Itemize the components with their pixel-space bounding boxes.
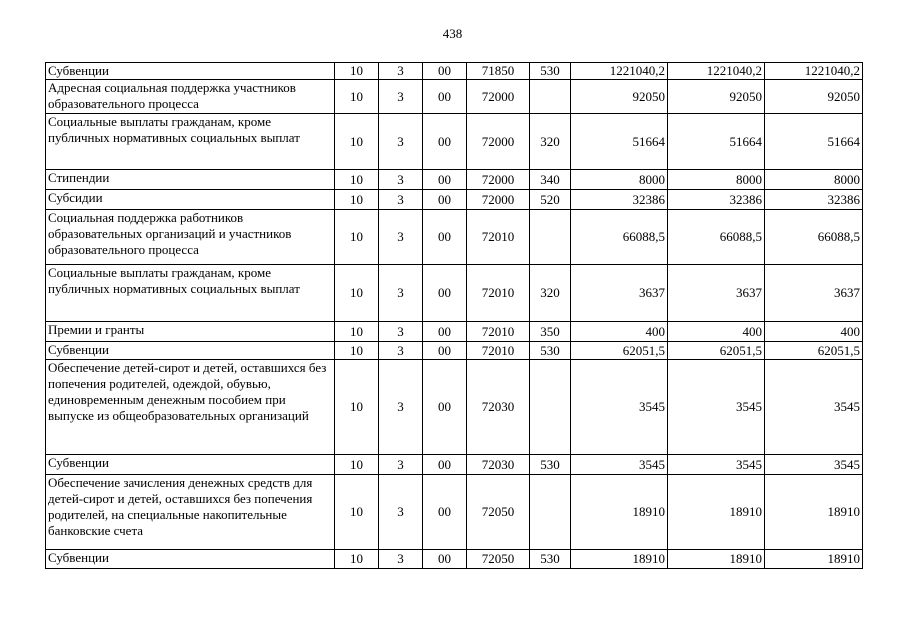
table-row: [46, 455, 863, 475]
table-row: [46, 114, 863, 170]
expense-type-code: 530: [530, 455, 571, 475]
section-code: 10: [335, 265, 379, 322]
program-code: 00: [423, 342, 467, 360]
amount-2: 1221040,2: [668, 63, 765, 80]
amount-2: 32386: [668, 190, 765, 210]
amount-1: 3545: [571, 455, 668, 475]
expense-type-code: 530: [530, 550, 571, 569]
row-name: Субвенции: [46, 550, 335, 569]
table-row: [46, 170, 863, 190]
amount-3: 8000: [765, 170, 863, 190]
article-code: 72050: [467, 550, 530, 569]
subsection-code: 3: [379, 80, 423, 114]
program-code: 00: [423, 190, 467, 210]
section-code: 10: [335, 210, 379, 265]
section-code: 10: [335, 80, 379, 114]
amount-2: 66088,5: [668, 210, 765, 265]
amount-3: 18910: [765, 475, 863, 550]
amount-3: 400: [765, 322, 863, 342]
expense-type-code: 320: [530, 265, 571, 322]
section-code: 10: [335, 360, 379, 455]
subsection-code: 3: [379, 360, 423, 455]
table-row: [46, 342, 863, 360]
expense-type-code: [530, 360, 571, 455]
amount-3: 3545: [765, 455, 863, 475]
section-code: 10: [335, 190, 379, 210]
amount-2: 18910: [668, 550, 765, 569]
section-code: 10: [335, 342, 379, 360]
program-code: 00: [423, 475, 467, 550]
budget-table: [45, 62, 863, 569]
amount-3: 3637: [765, 265, 863, 322]
subsection-code: 3: [379, 550, 423, 569]
subsection-code: 3: [379, 114, 423, 170]
article-code: 72000: [467, 114, 530, 170]
article-code: 72000: [467, 190, 530, 210]
amount-2: 3545: [668, 360, 765, 455]
amount-3: 92050: [765, 80, 863, 114]
amount-1: 18910: [571, 550, 668, 569]
subsection-code: 3: [379, 342, 423, 360]
expense-type-code: 340: [530, 170, 571, 190]
program-code: 00: [423, 80, 467, 114]
amount-1: 32386: [571, 190, 668, 210]
program-code: 00: [423, 550, 467, 569]
table-row: [46, 550, 863, 569]
amount-1: 92050: [571, 80, 668, 114]
row-name: Социальные выплаты гражданам, кроме публичных нормативных социальных выплат: [46, 114, 335, 170]
amount-3: 18910: [765, 550, 863, 569]
row-name: Социальные выплаты гражданам, кроме публичных нормативных социальных выплат: [46, 265, 335, 322]
section-code: 10: [335, 63, 379, 80]
amount-1: 62051,5: [571, 342, 668, 360]
amount-2: 3637: [668, 265, 765, 322]
table-row: [46, 360, 863, 455]
subsection-code: 3: [379, 63, 423, 80]
program-code: 00: [423, 322, 467, 342]
amount-3: 51664: [765, 114, 863, 170]
expense-type-code: 530: [530, 342, 571, 360]
article-code: 72030: [467, 455, 530, 475]
row-name: Субвенции: [46, 63, 335, 80]
expense-type-code: 520: [530, 190, 571, 210]
expense-type-code: [530, 475, 571, 550]
row-name: Субвенции: [46, 455, 335, 475]
amount-3: 32386: [765, 190, 863, 210]
amount-2: 62051,5: [668, 342, 765, 360]
article-code: 72010: [467, 342, 530, 360]
article-code: 72000: [467, 80, 530, 114]
row-name: Стипендии: [46, 170, 335, 190]
section-code: 10: [335, 170, 379, 190]
amount-1: 8000: [571, 170, 668, 190]
subsection-code: 3: [379, 455, 423, 475]
section-code: 10: [335, 455, 379, 475]
section-code: 10: [335, 475, 379, 550]
table-row: [46, 475, 863, 550]
amount-2: 18910: [668, 475, 765, 550]
program-code: 00: [423, 360, 467, 455]
table-row: [46, 190, 863, 210]
amount-3: 3545: [765, 360, 863, 455]
expense-type-code: 530: [530, 63, 571, 80]
article-code: 72030: [467, 360, 530, 455]
program-code: 00: [423, 170, 467, 190]
article-code: 72010: [467, 210, 530, 265]
subsection-code: 3: [379, 170, 423, 190]
expense-type-code: 350: [530, 322, 571, 342]
amount-2: 92050: [668, 80, 765, 114]
amount-1: 3637: [571, 265, 668, 322]
amount-1: 66088,5: [571, 210, 668, 265]
section-code: 10: [335, 114, 379, 170]
row-name: Субсидии: [46, 190, 335, 210]
amount-2: 3545: [668, 455, 765, 475]
page-number: 438: [442, 26, 463, 41]
amount-3: 62051,5: [765, 342, 863, 360]
table-row: [46, 80, 863, 114]
amount-2: 400: [668, 322, 765, 342]
program-code: 00: [423, 265, 467, 322]
program-code: 00: [423, 455, 467, 475]
section-code: 10: [335, 322, 379, 342]
amount-3: 66088,5: [765, 210, 863, 265]
table-row: [46, 322, 863, 342]
amount-2: 8000: [668, 170, 765, 190]
article-code: 72010: [467, 265, 530, 322]
article-code: 71850: [467, 63, 530, 80]
amount-1: 3545: [571, 360, 668, 455]
row-name: Обеспечение зачисления денежных средств для детей-сирот и детей, оставшихся без попечения родителей, на специальные накопительные банковские счета: [46, 475, 335, 550]
table-row: [46, 63, 863, 80]
table-row: [46, 210, 863, 265]
amount-2: 51664: [668, 114, 765, 170]
program-code: 00: [423, 114, 467, 170]
subsection-code: 3: [379, 322, 423, 342]
article-code: 72010: [467, 322, 530, 342]
expense-type-code: [530, 210, 571, 265]
amount-3: 1221040,2: [765, 63, 863, 80]
row-name: Обеспечение детей-сирот и детей, оставшихся без попечения родителей, одеждой, обувью, единовременным денежным пособием при выпуске из общеобразовательных организаций: [46, 360, 335, 455]
table-row: [46, 265, 863, 322]
amount-1: 400: [571, 322, 668, 342]
subsection-code: 3: [379, 190, 423, 210]
amount-1: 18910: [571, 475, 668, 550]
subsection-code: 3: [379, 475, 423, 550]
row-name: Субвенции: [46, 342, 335, 360]
row-name: Премии и гранты: [46, 322, 335, 342]
amount-1: 1221040,2: [571, 63, 668, 80]
amount-1: 51664: [571, 114, 668, 170]
article-code: 72000: [467, 170, 530, 190]
subsection-code: 3: [379, 210, 423, 265]
row-name: Социальная поддержка работников образовательных организаций и участников образовательного процесса: [46, 210, 335, 265]
program-code: 00: [423, 63, 467, 80]
expense-type-code: 320: [530, 114, 571, 170]
section-code: 10: [335, 550, 379, 569]
program-code: 00: [423, 210, 467, 265]
expense-type-code: [530, 80, 571, 114]
article-code: 72050: [467, 475, 530, 550]
row-name: Адресная социальная поддержка участников образовательного процесса: [46, 80, 335, 114]
subsection-code: 3: [379, 265, 423, 322]
